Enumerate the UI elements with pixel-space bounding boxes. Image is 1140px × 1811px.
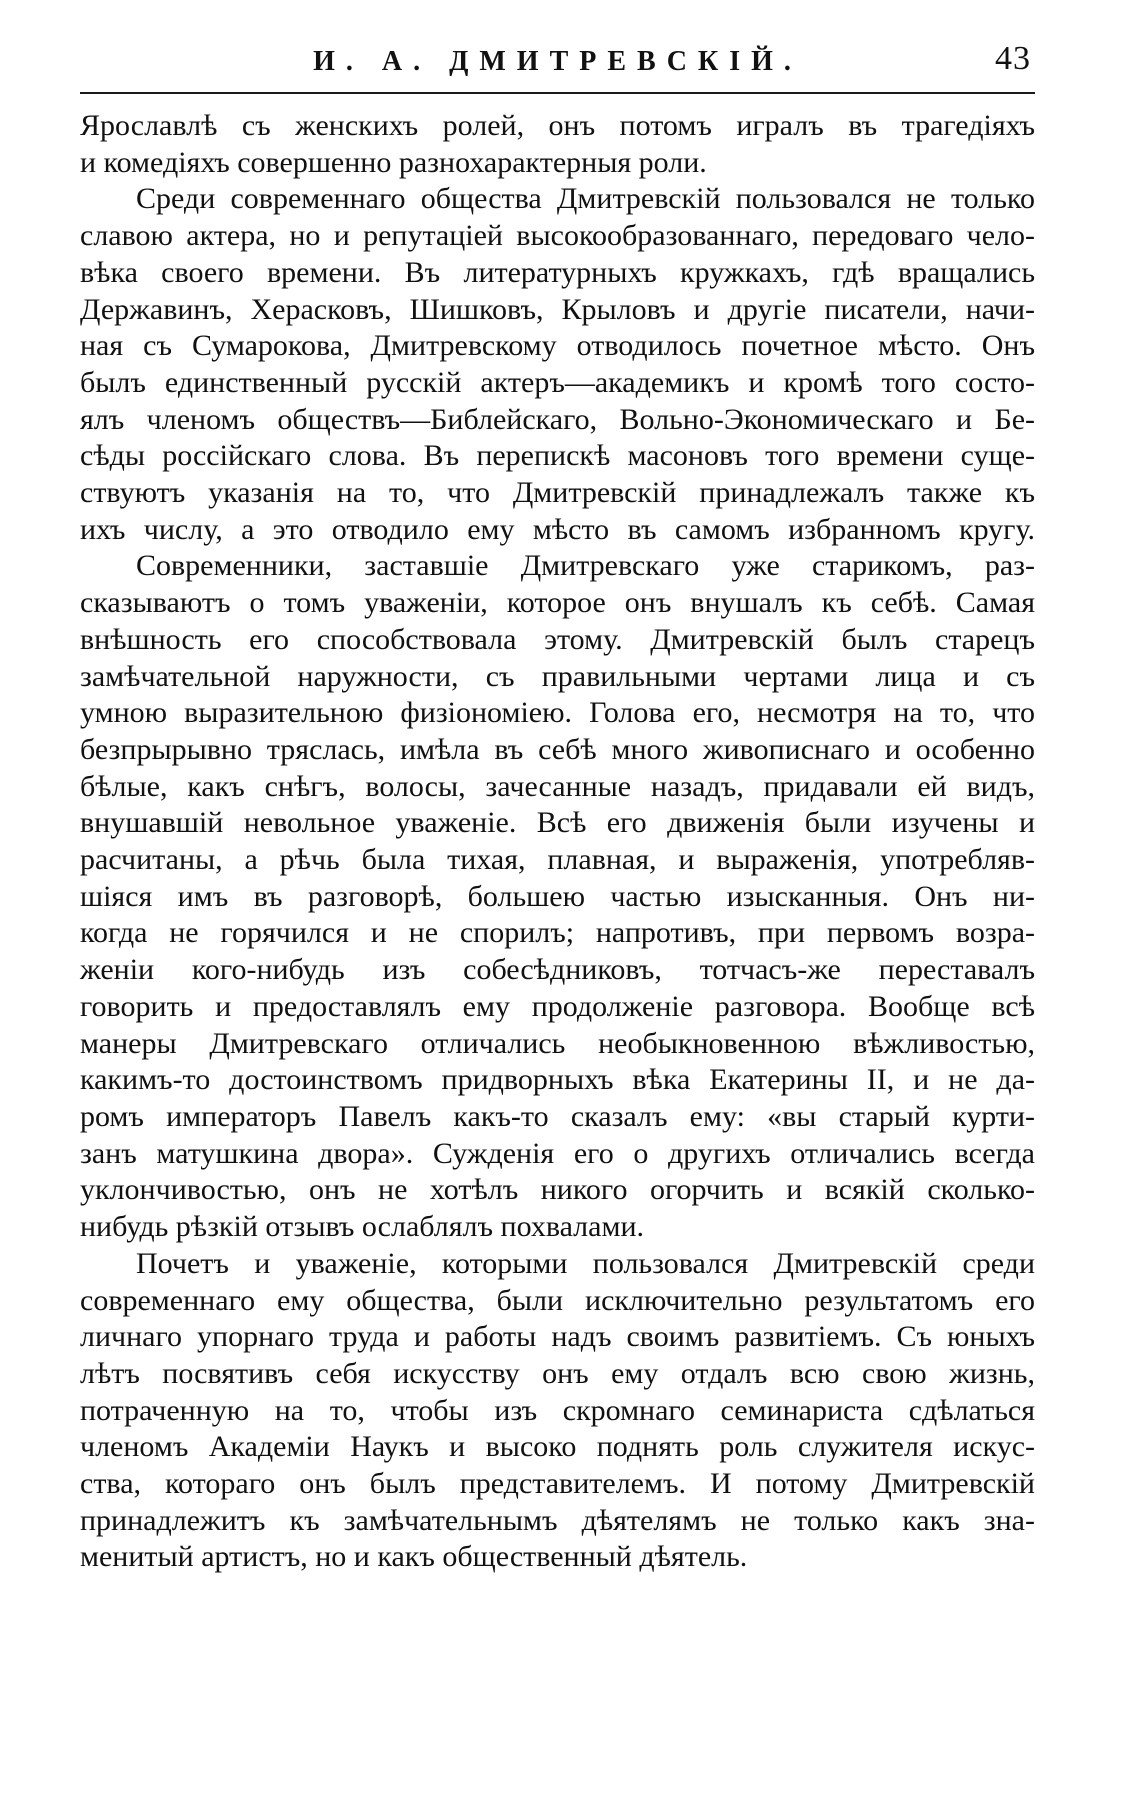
text-line: говорить и предоставлялъ ему продолженіе разговора. Вообще всѣ bbox=[80, 989, 1035, 1023]
text-line: ялъ членомъ обществъ—Библейскаго, Вольно-Экономическаго и Бе- bbox=[80, 402, 1035, 436]
text-line: Почетъ и уваженіе, которыми пользовался Дмитревскій среди bbox=[136, 1246, 1035, 1280]
text-line: личнаго упорнаго труда и работы надъ своимъ развитіемъ. Съ юныхъ bbox=[80, 1320, 1035, 1354]
text-line: менитый артистъ, но и какъ общественный дѣятель. bbox=[80, 1540, 748, 1574]
text-line: внушавшій невольное уваженіе. Всѣ его движенія были изучены и bbox=[80, 806, 1035, 840]
text-line: занъ матушкина двора». Сужденія его о другихъ отличались всегда bbox=[80, 1136, 1035, 1170]
text-line: ихъ числу, а это отводило ему мѣсто въ самомъ избранномъ кругу. bbox=[80, 512, 1035, 546]
text-line: вѣка своего времени. Въ литературныхъ кружкахъ, гдѣ вращались bbox=[80, 255, 1035, 289]
text-line: манеры Дмитревскаго отличались необыкновенною вѣжливостью, bbox=[80, 1026, 1035, 1060]
text-line: безпрырывно тряслась, имѣла въ себѣ много живописнаго и особенно bbox=[80, 732, 1035, 766]
text-line: принадлежитъ къ замѣчательнымъ дѣятелямъ не только какъ зна- bbox=[80, 1503, 1035, 1537]
paragraph bbox=[80, 181, 1035, 548]
text-line: сказываютъ о томъ уваженіи, которое онъ внушалъ къ себѣ. Самая bbox=[80, 586, 1035, 620]
book-page bbox=[80, 40, 1035, 1780]
paragraph bbox=[80, 548, 1035, 1245]
text-line: замѣчательной наружности, съ правильными чертами лица и съ bbox=[80, 659, 1035, 693]
text-line: потраченную на то, чтобы изъ скромнаго семинариста сдѣлаться bbox=[80, 1393, 1035, 1427]
text-line: расчитаны, а рѣчь была тихая, плавная, и выраженія, употребляв- bbox=[80, 843, 1035, 877]
text-line: когда не горячился и не спорилъ; напротивъ, при первомъ возра- bbox=[80, 916, 1035, 950]
body-text bbox=[80, 108, 1035, 1576]
text-line: и комедіяхъ совершенно разнохарактерныя роли. bbox=[80, 145, 707, 179]
text-line: шіяся имъ въ разговорѣ, большею частью изысканныя. Онъ ни- bbox=[80, 879, 1035, 913]
paragraph bbox=[80, 1246, 1035, 1576]
text-line: уклончивостью, онъ не хотѣлъ никого огорчить и всякій сколько- bbox=[80, 1173, 1035, 1207]
text-line: ная съ Сумарокова, Дмитревскому отводилось почетное мѣсто. Онъ bbox=[80, 329, 1035, 363]
page-number: 43 bbox=[995, 40, 1031, 77]
text-line: нибудь рѣзкій отзывъ ослаблялъ похвалами. bbox=[80, 1210, 645, 1244]
paragraph bbox=[80, 108, 1035, 181]
text-line: Ярославлѣ съ женскихъ ролей, онъ потомъ игралъ въ трагедіяхъ bbox=[80, 109, 1035, 142]
running-head bbox=[80, 40, 1035, 94]
text-line: ствуютъ указанія на то, что Дмитревскій принадлежалъ также къ bbox=[80, 476, 1035, 510]
text-line: современнаго ему общества, были исключительно результатомъ его bbox=[80, 1283, 1035, 1317]
text-line: какимъ-то достоинствомъ придворныхъ вѣка Екатерины II, и не да- bbox=[80, 1063, 1035, 1097]
text-line: былъ единственный русскій актеръ—академикъ и кромѣ того состо- bbox=[80, 365, 1035, 399]
text-line: ства, котораго онъ былъ представителемъ. И потому Дмитревскій bbox=[80, 1467, 1035, 1501]
text-line: ромъ императоръ Павелъ какъ-то сказалъ ему: «вы старый курти- bbox=[80, 1099, 1035, 1133]
text-line: Среди современнаго общества Дмитревскій пользовался не только bbox=[136, 182, 1035, 216]
text-line: членомъ Академіи Наукъ и высоко поднять роль служителя искус- bbox=[80, 1430, 1035, 1464]
text-line: сѣды россійскаго слова. Въ перепискѣ масоновъ того времени суще- bbox=[80, 439, 1035, 473]
text-line: славою актера, но и репутаціей высокообразованнаго, передоваго чело- bbox=[80, 219, 1035, 253]
running-title: И. А. ДМИТРЕВСКІЙ. bbox=[313, 46, 802, 77]
text-line: женіи кого-нибудь изъ собесѣдниковъ, тотчасъ-же переставалъ bbox=[80, 953, 1035, 987]
text-line: внѣшность его способствовала этому. Дмитревскій былъ старецъ bbox=[80, 622, 1035, 656]
text-line: умною выразительною физіономіею. Голова его, несмотря на то, что bbox=[80, 696, 1035, 730]
text-line: лѣтъ посвятивъ себя искусству онъ ему отдалъ всю свою жизнь, bbox=[80, 1356, 1035, 1390]
text-line: Державинъ, Херасковъ, Шишковъ, Крыловъ и другіе писатели, начи- bbox=[80, 292, 1035, 326]
text-line: Современники, заставшіе Дмитревскаго уже старикомъ, раз- bbox=[136, 549, 1035, 583]
text-line: бѣлые, какъ снѣгъ, волосы, зачесанные назадъ, придавали ей видъ, bbox=[80, 769, 1035, 803]
